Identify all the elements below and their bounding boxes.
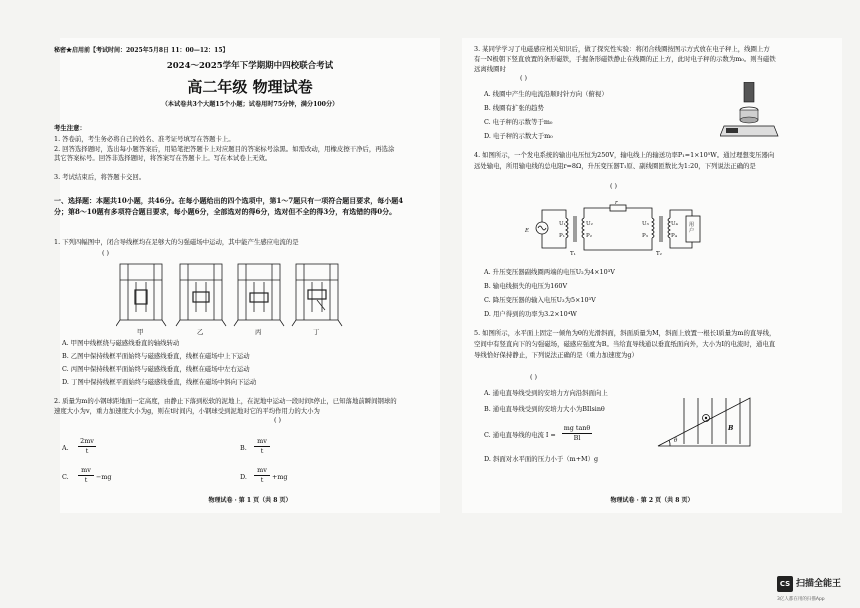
electronic-scale-figure xyxy=(720,82,780,142)
q3-option-c: C. 电子秤的示数等于m₀ xyxy=(484,118,553,126)
q2-option-b-num: mv xyxy=(254,437,270,447)
q2-option-d-den: t xyxy=(260,476,264,484)
magnet-fig-1 xyxy=(116,264,166,326)
q1-option-d: D. 丁图中保持线框平面始终与磁感线垂直，线框在磁场中斜向下运动 xyxy=(62,378,257,386)
fig-label-user: 用户 xyxy=(689,222,695,234)
page-footer: 物理试卷 · 第 1 页（共 8 页） xyxy=(208,497,292,504)
q5-option-d: D. 斜面对水平面的压力小于（m+M）g xyxy=(484,455,599,463)
q2-option-d-tail: +mg xyxy=(272,473,288,481)
confidential-line: 秘密★启用前【考试时间：2025年5月8日 11：00—12：15】 xyxy=(54,47,229,54)
fig-label-r: r xyxy=(615,200,618,206)
q1-fig-label: 乙 xyxy=(197,328,204,336)
fig-label-U1: U₁ xyxy=(559,221,566,227)
incline-figure xyxy=(654,394,758,450)
q2-option-d-num: mv xyxy=(254,466,270,476)
fig-label-B: B xyxy=(728,424,734,432)
q4-stem: 4. 如图所示，一个发电系统的输出电压恒为250V，输电线上的输送功率P₁=1×10⁵W。通过理想变压器向远处输电，所用输电线的总电阻r=8Ω，升压变压器T₁原、副线圈匝数比为1:20，下列说法正确的是 xyxy=(474,151,775,170)
section-1-heading: 一、选择题：本题共10小题，共46分。在每小题给出的四个选项中，第1～7题只有一项符合题目要求，每小题4分；第8～10题有多项符合题目要求，每小题6分，全部选对的得6分，选对但不全的得3分，有选错的得0分。 xyxy=(54,196,404,216)
q1-fig-label: 甲 xyxy=(137,328,144,336)
fig-label-T2: T₂ xyxy=(656,251,662,257)
q1-option-c: C. 丙图中保持线框平面始终与磁感线垂直，线框在磁场中左右运动 xyxy=(62,365,250,373)
q2-option-b-label: B. xyxy=(240,444,247,452)
q5-option-b: B. 通电直导线受到的安培力大小为BIlsinθ xyxy=(484,405,605,413)
q5-stem: 5. 如图所示，水平面上固定一倾角为θ的光滑斜面，斜面质量为M，斜面上放置一根长l质量为m的直导线，空间中有竖直向下的匀强磁场，磁感应强度为B。当给直导线通以垂直纸面向外，大小为I的电流时，通电直导线恰好保持静止，下列说法正确的是（重力加速度为g） xyxy=(474,329,776,359)
q5-option-c-num: mg tanθ xyxy=(563,424,591,432)
magnet-fig-4 xyxy=(292,264,342,326)
q5-option-a: A. 通电直导线受到的安培力方向沿斜面向上 xyxy=(484,389,608,397)
q1-answer-paren: ( ) xyxy=(102,249,110,257)
q3-option-a: A. 线圈中产生的电流沿顺时针方向（俯视） xyxy=(484,90,608,98)
exam-page-1 xyxy=(54,38,440,513)
q2-option-c-tail: −mg xyxy=(96,473,112,481)
q4-option-c: C. 降压变压器的输入电压U₃为5×10³V xyxy=(484,296,596,304)
q2-option-c-label: C. xyxy=(62,473,69,481)
q1-fig-label: 丙 xyxy=(255,328,262,336)
page-title: 高二年级 物理试卷 xyxy=(187,78,313,96)
q5-option-c-den: Bl xyxy=(573,434,581,442)
q4-answer-paren: ( ) xyxy=(610,182,618,190)
q2-option-a-num: 2mv xyxy=(78,437,96,447)
magnet-fig-3 xyxy=(234,264,284,326)
exam-subtitle: （本试卷共3个大题15个小题；试卷用时75分钟，满分100分） xyxy=(161,101,339,108)
q3-answer-paren: ( ) xyxy=(520,74,528,82)
q5-answer-paren: ( ) xyxy=(530,373,538,381)
q1-option-b: B. 乙图中保持线框平面始终与磁感线垂直，线框在磁场中上下运动 xyxy=(62,352,250,360)
fig-label-P1: P₁ xyxy=(559,233,565,239)
q4-option-a: A. 升压变压器副线圈两端的电压U₂为4×10³V xyxy=(484,268,615,276)
page-footer: 物理试卷 · 第 2 页（共 8 页） xyxy=(610,497,694,504)
note-item: 1. 答卷前，考生务必将自己的姓名、准考证号填写在答题卡上。 xyxy=(54,135,235,143)
fig-label-E: E xyxy=(525,228,530,234)
fig-label-U3: U₃ xyxy=(642,221,649,227)
q1-figure xyxy=(116,260,346,336)
q5-option-c-prefix: C. 通电直导线的电流 I = xyxy=(484,431,556,439)
scanner-app-name: 扫描全能王 xyxy=(796,579,842,589)
fig-label-T1: T₁ xyxy=(570,251,576,257)
fig-label-P2: P₂ xyxy=(586,233,592,239)
fig-label-P4: P₄ xyxy=(671,233,677,239)
q2-option-c-den: t xyxy=(84,476,88,484)
q1-stem: 1. 下列四幅图中，闭合导线框均在足够大的匀强磁场中运动，其中能产生感应电流的是 xyxy=(54,238,299,246)
camscanner-logo-icon: CS xyxy=(777,576,793,592)
q1-option-a: A. 甲图中线框绕与磁感线垂直的轴线转动 xyxy=(62,339,180,347)
fig-label-theta: θ xyxy=(674,438,678,444)
q2-option-a-den: t xyxy=(85,447,89,455)
fig-label-P3: P₃ xyxy=(642,233,648,239)
q3-option-b: B. 线圈有扩张的趋势 xyxy=(484,104,544,112)
magnet-fig-2 xyxy=(176,264,226,326)
fig-label-U4: U₄ xyxy=(671,221,678,227)
q2-option-b-den: t xyxy=(260,447,264,455)
notes-heading: 考生注意： xyxy=(54,124,86,132)
scanner-watermark xyxy=(777,574,857,604)
q1-fig-label: 丁 xyxy=(313,328,320,336)
q3-stem: 3. 某同学学习了电磁感应相关知识后，做了探究性实验：将闭合线圈按图示方式放在电子秤上，线圈上方有一N极朝下竖直放置的条形磁铁，手握条形磁铁静止在线圈的正上方，此时电子秤的示数为m₀。则当磁铁远离线圈时 xyxy=(474,45,776,73)
q2-answer-paren: ( ) xyxy=(274,416,282,424)
q2-option-d-label: D. xyxy=(240,473,247,481)
q3-option-d: D. 电子秤的示数大于m₀ xyxy=(484,132,553,140)
q4-option-b: B. 输电线损失的电压为160V xyxy=(484,282,568,290)
scanner-tagline: 3亿人都在用的扫描App xyxy=(777,597,825,602)
exam-page-2 xyxy=(462,38,842,513)
resistor-r xyxy=(610,205,626,211)
fig-label-U2: U₂ xyxy=(586,221,593,227)
q4-option-d: D. 用户得到的功率为3.2×10⁴W xyxy=(484,310,577,318)
q2-stem: 2. 质量为m的小钢球距地面一定高度，由静止下落到松软的泥地上，在泥地中运动一段时间t停止，已知落地前瞬间钢球的速度大小为v，重力加速度大小为g，则在t时间内，小钢球受到泥地对它的平均作用力的大小为 xyxy=(54,397,397,415)
q2-option-a-label: A. xyxy=(62,444,69,452)
note-item: 3. 考试结束后，将答题卡交回。 xyxy=(54,173,146,181)
exam-name: 2024～2025学年下学期期中四校联合考试 xyxy=(166,61,334,71)
q2-option-c-num: mv xyxy=(78,466,94,476)
note-item: 2. 回答选择题时，选出每小题答案后，用铅笔把答题卡上对应题目的答案标号涂黑。如需改动，用橡皮擦干净后，再选涂其它答案标号。回答非选择题时，将答案写在答题卡上。写在本试卷上无效。 xyxy=(54,145,395,162)
